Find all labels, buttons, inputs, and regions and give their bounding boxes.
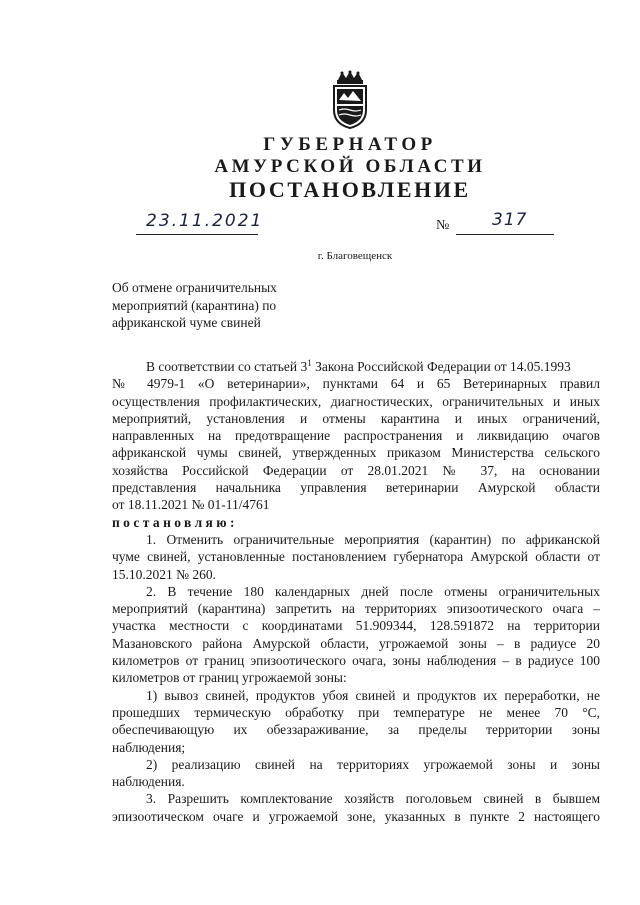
body-line: от 18.11.2021 № 01-11/4761: [112, 497, 270, 513]
document-date: 23.11.2021: [146, 211, 264, 231]
body-line: прошедших термическую обработку при температуре не менее 70 °С,: [112, 704, 600, 720]
body-line: африканской чумы свиней, утвержденных приказом Министерства сельского: [112, 445, 600, 461]
body-line: [112, 358, 600, 375]
body-line: километров от границ эпизоотического очага, зоны наблюдения – в радиусе 100: [112, 653, 600, 669]
body-line: 1) вывоз свиней, продуктов убоя свиней и продуктов их переработки, не: [146, 687, 600, 703]
body-line: осуществления профилактических, диагностических, ограничительных и иных: [112, 393, 600, 409]
subject-block: [112, 279, 277, 332]
body-line: хозяйства Российской Федерации от 28.01.2021 № 37, на основании: [112, 462, 600, 478]
body-line: 2. В течение 180 календарных дней после отмены ограничительных: [146, 583, 600, 599]
coat-of-arms-icon: [329, 70, 371, 130]
body-line: направленных на предотвращение распространения и ликвидацию очагов: [112, 428, 600, 444]
body-line: чуме свиней, установленные постановлением губернатора Амурской области от: [112, 549, 600, 565]
document-body: [112, 358, 600, 825]
body-line: Мазановского района Амурской области, угрожаемой зоны – в радиусе 20: [112, 635, 600, 651]
document-number: 317: [492, 210, 528, 230]
body-line: обеспечивающую их обеззараживание, за пределы территории зоны: [112, 722, 600, 738]
document-type: ПОСТАНОВЛЕНИЕ: [229, 177, 471, 202]
number-sign: №: [436, 218, 450, 233]
body-line: 3. Разрешить комплектование хозяйств поголовьем свиней в бывшем: [146, 791, 600, 807]
body-line: 15.10.2021 № 260.: [112, 566, 217, 582]
body-line: участка местности с координатами 51.909344, 128.591872 на территории: [112, 618, 600, 634]
title-region: АМУРСКОЙ ОБЛАСТИ: [214, 156, 486, 177]
body-line: километров от границ угрожаемой зоны:: [112, 670, 347, 686]
body-line: наблюдения;: [112, 739, 186, 755]
body-line: эпизоотическом очаге и угрожаемой зоне, указанных в пункте 2 настоящего: [112, 808, 600, 824]
subject-line: африканской чуме свиней: [112, 315, 261, 330]
body-line: 1. Отменить ограничительные мероприятия (карантин) по африканской: [146, 531, 600, 547]
body-line: мероприятий, установления и отмены карантина и иных ограничений,: [112, 410, 600, 426]
body-line: 2) реализацию свиней на территориях угрожаемой зоны и зоны: [146, 756, 600, 772]
subject-line: Об отмене ограничительных: [112, 280, 277, 295]
body-line: представления начальника управления ветеринарии Амурской области: [112, 480, 600, 496]
body-text: Закона Российской Федерации от 14.05.1993: [311, 359, 571, 374]
decree-word: постановляю:: [112, 514, 238, 530]
body-line: наблюдения.: [112, 774, 185, 790]
body-line: мероприятий (карантина) запретить на территориях эпизоотического очага –: [112, 601, 600, 617]
subject-line: мероприятий (карантина) по: [112, 297, 277, 313]
body-text: В соответствии со статьей 3: [146, 359, 308, 374]
body-line: № 4979-1 «О ветеринарии», пунктами 64 и 65 Ветеринарных правил: [112, 376, 600, 392]
title-governor: ГУБЕРНАТОР: [263, 134, 437, 155]
city-label: г. Благовещенск: [317, 250, 393, 262]
superscript: 1: [307, 358, 312, 368]
